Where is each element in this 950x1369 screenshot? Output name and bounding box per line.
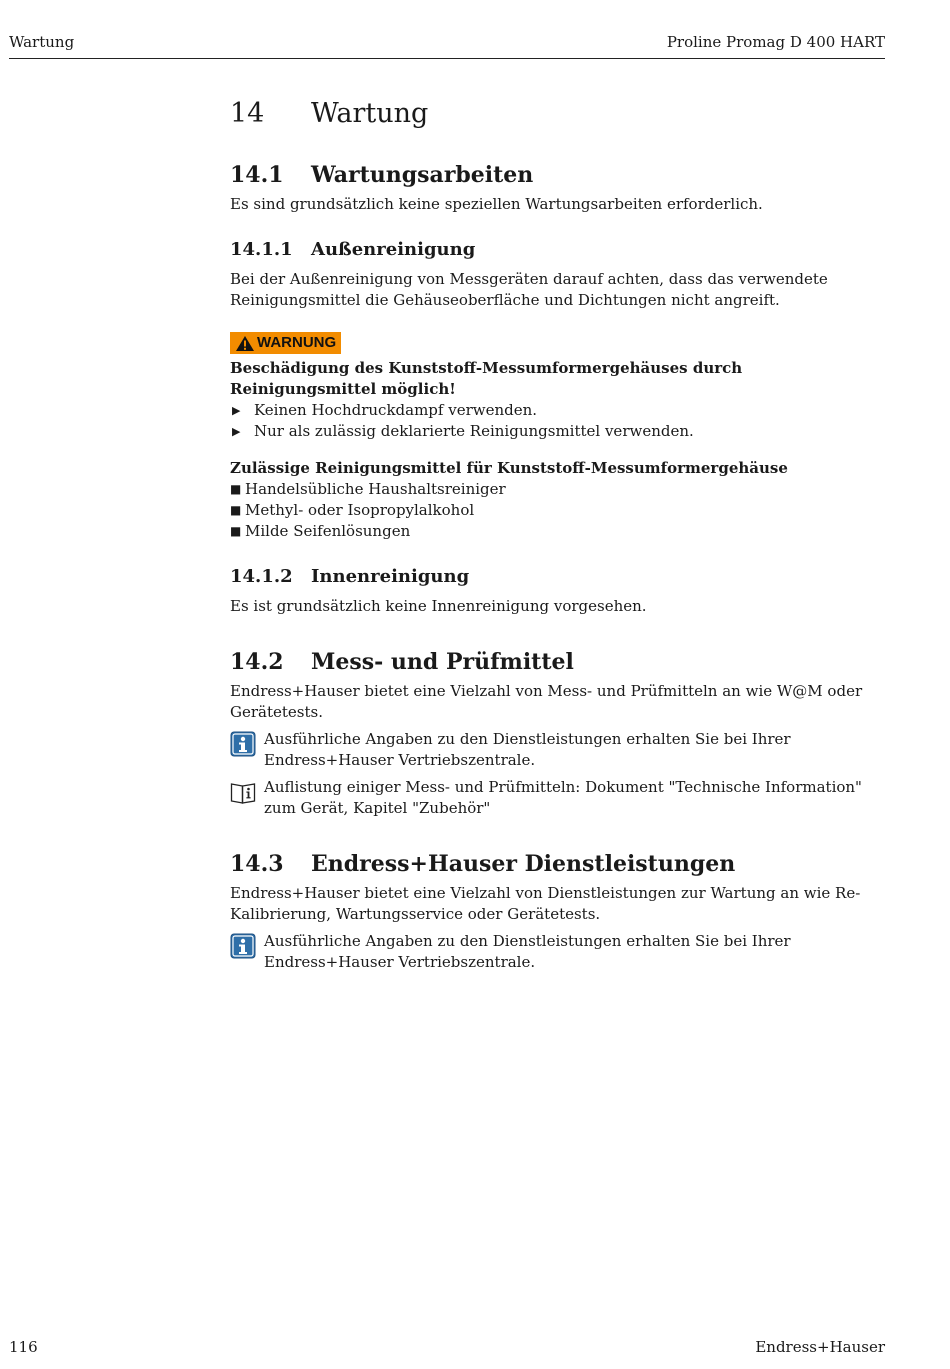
chapter-number: 14: [230, 98, 265, 129]
info-note: [230, 931, 886, 973]
section-number: 14.1.2: [230, 565, 293, 587]
section-14-1-2-heading: [230, 564, 886, 590]
section-title: Mess- und Prüfmittel: [311, 648, 574, 675]
warning-title: Beschädigung des Kunststoff-Messumformergehäuses durch Reinigungsmittel möglich!: [230, 358, 743, 398]
warning-triangle-icon: [235, 335, 255, 352]
list-item: ■ Milde Seifenlösungen: [230, 521, 886, 542]
page-content: [230, 96, 886, 973]
list-item: ■ Methyl- oder Isopropylalkohol: [230, 500, 886, 521]
section-14-1-text: Es sind grundsätzlich keine speziellen Wartungsarbeiten erforderlich.: [230, 195, 763, 213]
section-14-2-text: Endress+Hauser bietet eine Vielzahl von Mess- und Prüfmitteln an wie W@M oder Gerätetests.: [230, 681, 863, 721]
section-title: Wartungsarbeiten: [311, 162, 534, 188]
section-number: 14.3: [230, 850, 284, 877]
section-number: 14.1: [230, 162, 284, 188]
info-icon: [230, 933, 256, 959]
cleaning-agents-title: Zulässige Reinigungsmittel für Kunststoff-Messumformergehäuse: [230, 458, 788, 477]
warning-badge: [230, 332, 341, 354]
cleaning-agents-list: [230, 479, 886, 542]
info-note-text: Ausführliche Angaben zu den Dienstleistungen erhalten Sie bei Ihrer Endress+Hauser Vertriebszentrale.: [264, 729, 791, 769]
info-icon: [230, 731, 256, 757]
section-title: Innenreinigung: [311, 565, 470, 587]
chapter-title: Wartung: [311, 98, 429, 129]
section-14-3-text: Endress+Hauser bietet eine Vielzahl von Dienstleistungen zur Wartung an wie Re-Kalibrierung, Wartungsservice oder Gerätetests.: [230, 883, 861, 923]
header-section-title: Wartung: [9, 33, 75, 51]
list-item: ■ Handelsübliche Haushaltsreiniger: [230, 479, 886, 500]
section-number: 14.2: [230, 648, 284, 675]
document-reference-note: [230, 777, 886, 819]
list-item: ▶ Keinen Hochdruckdampf verwenden.: [230, 400, 886, 421]
document-reference-text: Auflistung einiger Mess- und Prüfmitteln: Dokument "Technische Information" zum Gerät, Kapitel "Zubehör": [264, 777, 862, 817]
warning-label: WARNUNG: [257, 334, 337, 351]
page-number: 116: [9, 1338, 38, 1356]
info-note: [230, 729, 886, 771]
warning-steps: [230, 400, 886, 442]
section-14-1-2-text: Es ist grundsätzlich keine Innenreinigung vorgesehen.: [230, 596, 647, 615]
footer-brand: Endress+Hauser: [755, 1338, 885, 1356]
section-14-1-1-heading: [230, 237, 886, 263]
header-product-name: Proline Promag D 400 HART: [666, 33, 885, 51]
info-note-text: Ausführliche Angaben zu den Dienstleistungen erhalten Sie bei Ihrer Endress+Hauser Vertriebszentrale.: [264, 931, 791, 971]
list-item: ▶ Nur als zulässig deklarierte Reinigungsmittel verwenden.: [230, 421, 886, 442]
section-title: Außenreinigung: [311, 239, 476, 260]
section-14-1-1-text: Bei der Außenreinigung von Messgeräten darauf achten, dass das verwendete Reinigungsmittel die Gehäuseoberfläche und Dichtungen nicht angreift.: [230, 270, 828, 309]
section-title: Endress+Hauser Dienstleistungen: [311, 850, 736, 877]
section-number: 14.1.1: [230, 239, 293, 260]
section-14-1-heading: [230, 160, 886, 190]
book-reference-icon: [230, 779, 256, 805]
page-header: [9, 32, 885, 59]
chapter-heading: [230, 96, 886, 132]
section-14-2-heading: [230, 647, 886, 677]
section-14-3-heading: [230, 849, 886, 879]
